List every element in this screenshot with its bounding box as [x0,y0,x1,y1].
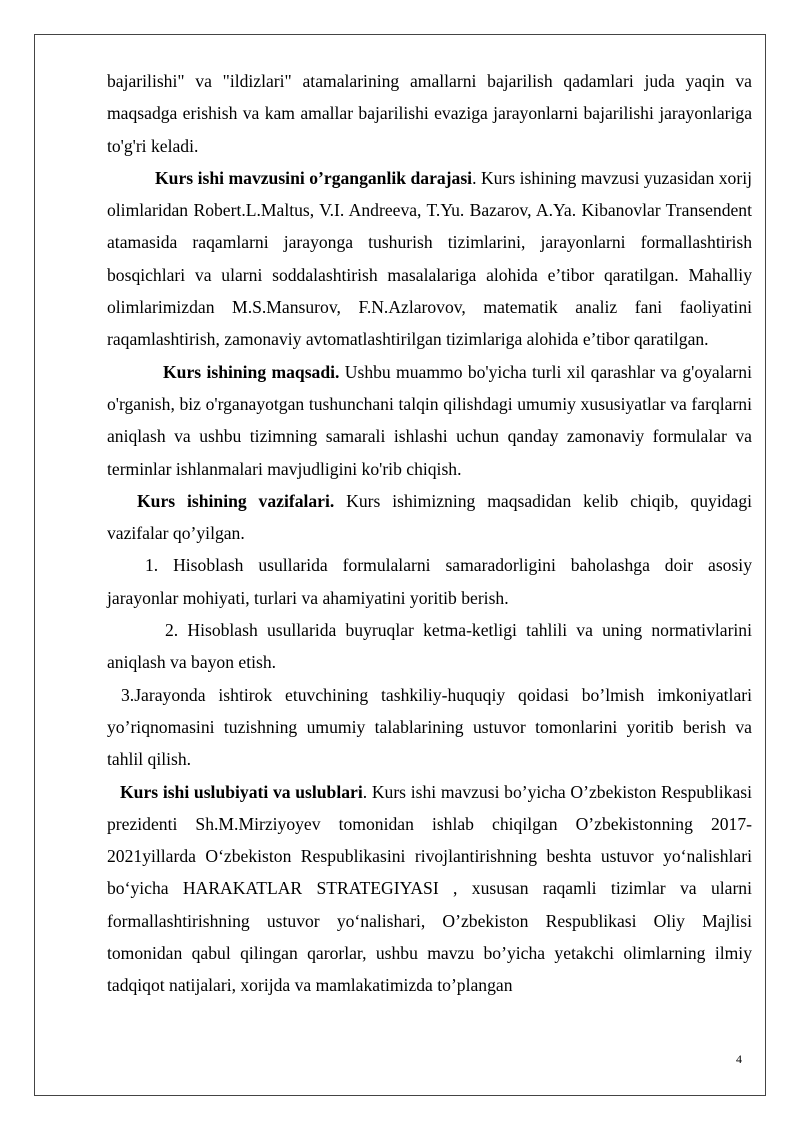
tasks-paragraph [107,485,752,550]
goal-text: Ushbu muammo bo'yicha turli xil qarashlar va g'oyalarni o'rganish, biz o'rganayotgan tushunchani talqin qilishdagi umumiy xususiyatlar va farqlarni aniqlash va ushbu tizimning samarali ishlashi uchun qanday zamonaviy formulalar va terminlar ishlanmalari mavjudligini ko'rib chiqish. [107,361,752,479]
tasks-text: Kurs ishimizning maqsadidan kelib chiqib, quyidagi vazifalar qo’yilgan. [107,490,753,544]
methods-text: . Kurs ishi mavzusi bo’yicha O’zbekiston Respublikasi prezidenti Sh.M.Mirziyoyev tomonidan ishlab chiqilgan O’zbekistonning 2017-2021yillarda O‘zbekiston Respublikasini rivojlantirishning beshta ustuvor yo‘nalishlari bo‘yicha HARAKATLAR STRATEGIYASI , xususan raqamli tizimlar va ularni formallashtirishning ustuvor yo‘nalishari, O’zbekiston Respublikasi Oliy Majlisi tomonidan qabul qilingan qarorlar, ushbu mavzu bo’yicha yetakchi olimlarning ilmiy tadqiqot natijalari, xorijda va mamlakatimizda to’plangan [107,781,753,996]
methods-paragraph [107,776,752,1002]
research-level-text: . Kurs ishining mavzusi yuzasidan xorij olimlaridan Robert.L.Maltus, V.I. Andreeva, T.Yu. Bazarov, A.Ya. Kibanovlar Transendent atamasida raqamlarni jarayonga tushurish tizimlarini, jarayonlarni formallashtirish bosqichlari va ularni soddalashtirish masalalariga alohida e’tibor qaratilgan. Mahalliy olimlarimizdan M.S.Mansurov, F.N.Azlarovov, matematik analiz fani faoliyatini raqamlashtirish, zamonaviy avtomatlashtirilgan tizimlariga alohida e’tibor qaratilgan. [107,167,752,350]
document-body [107,65,752,1002]
goal-paragraph [107,356,752,485]
task-item: 1. Hisoblash usullarida formulalarni samaradorligini baholashga doir asosiy jarayonlar mohiyati, turlari va ahamiyatini yoritib berish. [107,555,752,608]
research-level-paragraph [107,162,752,356]
goal-heading: Kurs ishining maqsadi. [163,361,340,382]
tasks-heading: Kurs ishining vazifalari. [137,490,335,511]
methods-heading: Kurs ishi uslubiyati va uslublari [120,781,363,802]
page-number: 4 [736,1052,742,1066]
intro-paragraph: bajarilishi" va "ildizlari" atamalarining amallarni bajarilish qadamlari juda yaqin va maqsadga erishish va kam amallar bajarilishi evaziga jarayonlarni bajarilishi jarayonlariga to'g'ri keladi. [107,71,752,156]
task-item: 2. Hisoblash usullarida buyruqlar ketma-ketligi tahlili va uning normativlarini aniqlash va bayon etish. [107,620,752,673]
research-level-heading: Kurs ishi mavzusini o’rganganlik darajasi [155,167,473,188]
task-item: 3.Jarayonda ishtirok etuvchining tashkiliy-huquqiy qoidasi bo’lmish imkoniyatlari yo’riqnomasini tuzishning umumiy talablarining ustuvor tomonlarini yoritib berish va tahlil qilish. [107,684,752,770]
